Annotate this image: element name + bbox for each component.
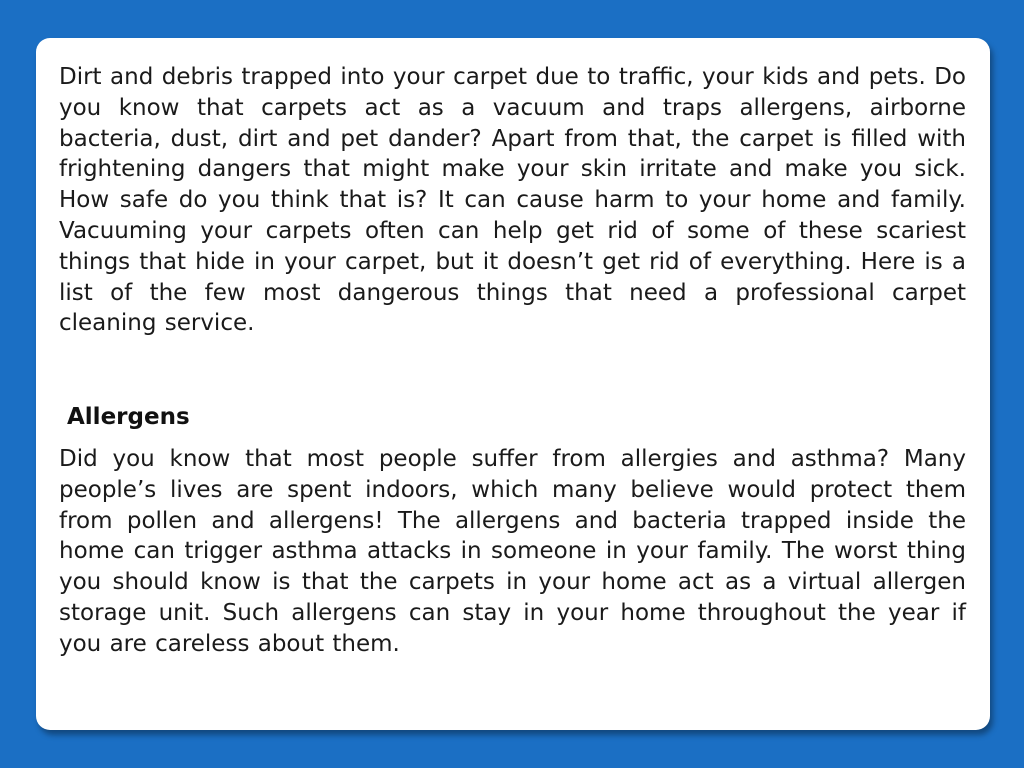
allergens-paragraph: Did you know that most people suffer from allergies and asthma? Many people’s lives are spent indoors, which many believe would protect them from pollen and allergens! The allergens and bacteria trapped inside the home can trigger asthma attacks in someone in your family. The worst thing you should know is that the carpets in your home act as a virtual allergen storage unit. Such allergens can stay in your home throughout the year if you are careless about them.	[59, 446, 966, 657]
slide-card	[36, 38, 990, 730]
intro-paragraph: Dirt and debris trapped into your carpet due to traffic, your kids and pets. Do you know that carpets act as a vacuum and traps allergens, airborne bacteria, dust, dirt and pet dander? Apart from that, the carpet is filled with frightening dangers that might make your skin irritate and make you sick. How safe do you think that is? It can cause harm to your home and family. Vacuuming your carpets often can help get rid of some of these scariest things that hide in your carpet, but it doesn’t get rid of everything. Here is a list of the few most dangerous things that need a professional carpet cleaning service.	[59, 64, 966, 337]
section-heading-allergens: Allergens	[67, 404, 190, 430]
